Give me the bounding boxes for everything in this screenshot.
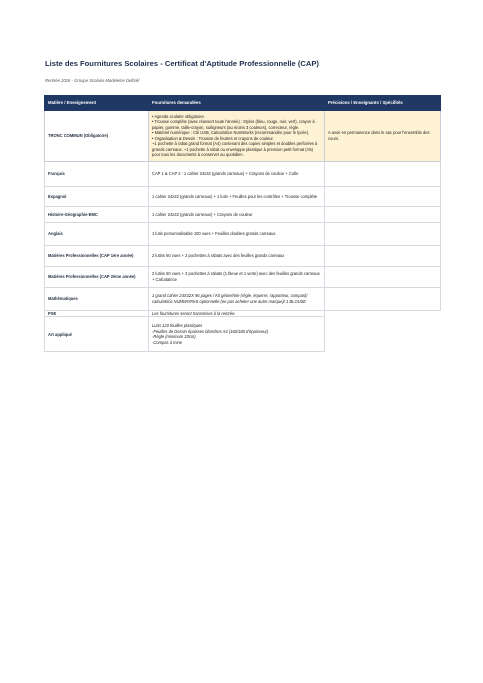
row-subject: Art appliqué: [45, 317, 149, 352]
core-supply-line: • Organisation & Dessin : Trousse de feutres et crayons de couleur.: [152, 135, 274, 141]
core-supply-line: • Trousse complète (avec réassort toute l'année) : Stylos (bleu, rouge, noir, vert), crayon à papier, gomme, taille-crayon, surligneurs (au moins 3 couleurs), correcteur, règle.: [152, 119, 315, 130]
core-supply-line: • Matériel numérique : Clé USB, Calculatrice NumWorks (recommandée pour le lycée).: [152, 130, 310, 136]
header-supplies: Fournitures demandées: [149, 96, 325, 111]
row-notes: [325, 161, 441, 186]
row-subject: Matières Professionnelles (CAP 1ère année): [45, 245, 149, 266]
row-supplies: 1 cahier 24x32 (grands carreaux) + Crayons de couleur: [149, 206, 325, 222]
row-supplies: Les fournitures seront transmises à la rentrée.: [149, 310, 325, 317]
table-header-row: [45, 96, 441, 111]
row-supplies: CAP 1 & CAP 2 : 1 cahier 24x32 (grands carreaux) + Crayons de couleur + Colle: [149, 161, 325, 186]
table-row-core: [45, 110, 441, 161]
row-subject: Français: [45, 161, 149, 186]
row-supplies: 2 lutins 60 vues + 2 pochettes à rabats avec des feuilles grands carreaux: [149, 245, 325, 266]
table-row: [45, 287, 441, 310]
header-notes: Précisions / Enseignants / Spécifités: [325, 96, 441, 111]
row-subject: PSE: [45, 310, 149, 317]
row-supplies: 1 lutin personnalisable 100 vues + Feuilles doubles grands carreaux: [149, 222, 325, 245]
row-supplies: 1 grand cahier 24X32X 96 pages / Kit géométrie (règle, équerre, rapporteur, compas)/ calculatrice NUMWORKS optionnelle (ne pas acheter une autre marque)/ 1 BLOUSE: [149, 287, 325, 310]
table-row: [45, 245, 441, 266]
page-title: Liste des Fournitures Scolaires - Certificat d'Aptitude Professionnelle (CAP): [45, 59, 319, 68]
row-supplies: 2 lutins 60 vues + 2 pochettes à rabats (1 bleue et 1 verte) avec des feuilles grands carreaux + Calculatrice: [149, 266, 325, 287]
header-subject: Matière / Enseignement: [45, 96, 149, 111]
row-subject: Espagnol: [45, 186, 149, 206]
row-notes: [325, 186, 441, 206]
table-row: [45, 206, 441, 222]
row-notes: [325, 266, 441, 287]
table-row: [45, 222, 441, 245]
row-notes: [325, 287, 441, 310]
table-row: [45, 186, 441, 206]
core-supply-line: ~1 pochette à rabat grand format (A4) contenant des copies simples et doubles perforées à grands carreaux. ~1 pochette à rabat ou enveloppe plastique à pression petit format (A5) pour tous les documents à conserver au quotidien.: [152, 141, 318, 158]
row-subject: Mathématiques: [45, 287, 149, 310]
table-row: [45, 266, 441, 287]
row-supplies: 1 cahier 24x32 (grands carreaux) + 1 lutin + Feuilles pour les contrôles + Trousse complète: [149, 186, 325, 206]
row-subject: Anglais: [45, 222, 149, 245]
row-supplies: Lutin 120 feuilles plastiques -Feuilles de Dessin épaisses blanches A4 (160/180 d'épaisseur) -Règle (minimum 20cm) -Compas à mine: [149, 317, 325, 352]
core-supply-line: • Agenda scolaire obligatoire.: [152, 113, 205, 119]
supplies-table: [44, 95, 441, 352]
row-notes: [325, 222, 441, 245]
table-row: [45, 317, 441, 352]
row-subject: Matières Professionnelles (CAP 2ème année): [45, 266, 149, 287]
row-notes: A avoir en permanence dans le sac pour l'ensemble des cours.: [325, 110, 441, 161]
row-notes: [325, 206, 441, 222]
row-subject: TRONC COMMUN (Obligatoire): [45, 110, 149, 161]
row-supplies: [149, 110, 325, 161]
table-row: [45, 161, 441, 186]
row-notes: [325, 317, 441, 352]
row-subject: Histoire-Géographie-EMC: [45, 206, 149, 222]
page-subtitle: Rentrée 2026 - Groupe Scolaire Madeleine Delbrêl: [45, 78, 140, 83]
row-notes: [325, 245, 441, 266]
